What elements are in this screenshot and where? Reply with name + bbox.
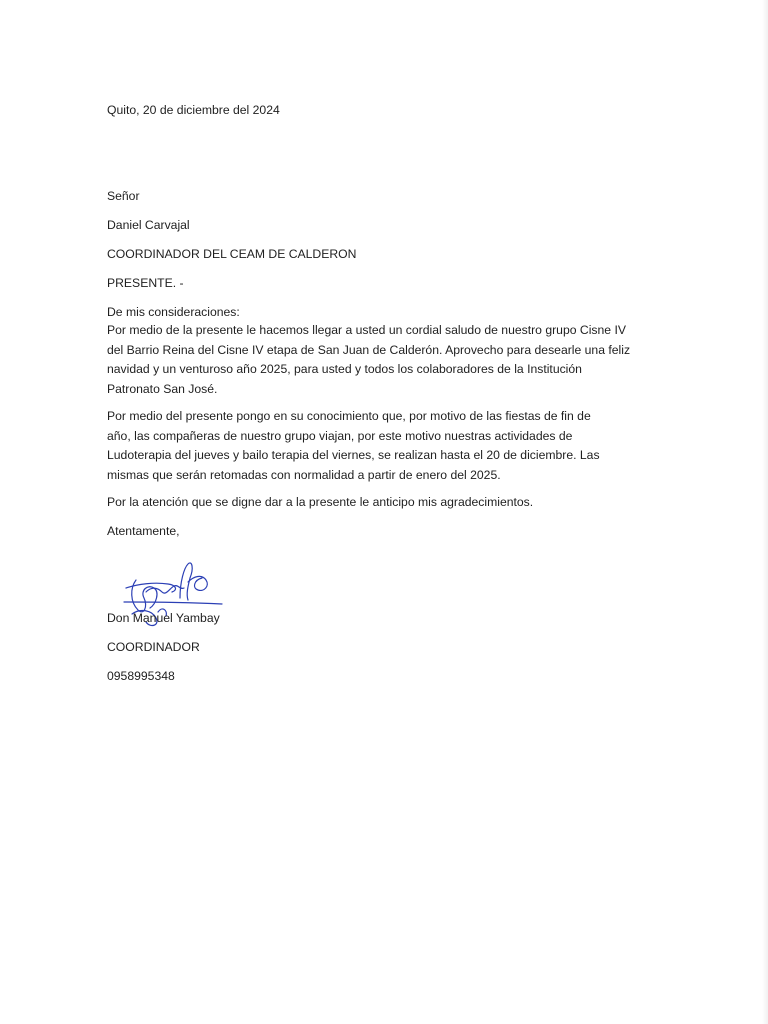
- recipient-title: COORDINADOR DEL CEAM DE CALDERON: [107, 247, 357, 261]
- paragraph-2-line: mismas que serán retomadas con normalidad a partir de enero del 2025.: [107, 467, 501, 482]
- paragraph-1-line: del Barrio Reina del Cisne IV etapa de San Juan de Calderón. Aprovecho para desearle una feliz: [107, 342, 631, 357]
- signer-name: Don Manuel Yambay: [107, 611, 220, 625]
- presente-line: PRESENTE. -: [107, 276, 184, 290]
- paragraph-2-line: Ludoterapia del jueves y bailo terapia del viernes, se realizan hasta el 20 de diciembre. Las: [107, 448, 600, 463]
- paragraph-3: Por la atención que se digne dar a la presente le anticipo mis agradecimientos.: [107, 495, 534, 509]
- page-edge-shadow: [762, 0, 768, 1024]
- paragraph-2: [107, 407, 667, 485]
- paragraph-1-line: Patronato San José.: [107, 381, 218, 396]
- salutation: Señor: [107, 189, 140, 203]
- closing-line: Atentamente,: [107, 524, 180, 538]
- paragraph-1-line: navidad y un venturoso año 2025, para usted y todos los colaboradores de la Institución: [107, 362, 582, 377]
- date-line: Quito, 20 de diciembre del 2024: [107, 103, 280, 117]
- signer-title: COORDINADOR: [107, 640, 200, 654]
- paragraph-2-line: Por medio del presente pongo en su conocimiento que, por motivo de las fiestas de fin de: [107, 409, 591, 423]
- greeting-line: De mis consideraciones:: [107, 305, 240, 319]
- signer-phone: 0958995348: [107, 669, 175, 683]
- paragraph-1: [107, 321, 667, 399]
- recipient-name: Daniel Carvajal: [107, 218, 190, 232]
- paragraph-1-line: Por medio de la presente le hacemos llegar a usted un cordial saludo de nuestro grupo Cisne IV: [107, 323, 626, 337]
- paragraph-2-line: año, las compañeras de nuestro grupo viajan, por este motivo nuestras actividades de: [107, 428, 573, 443]
